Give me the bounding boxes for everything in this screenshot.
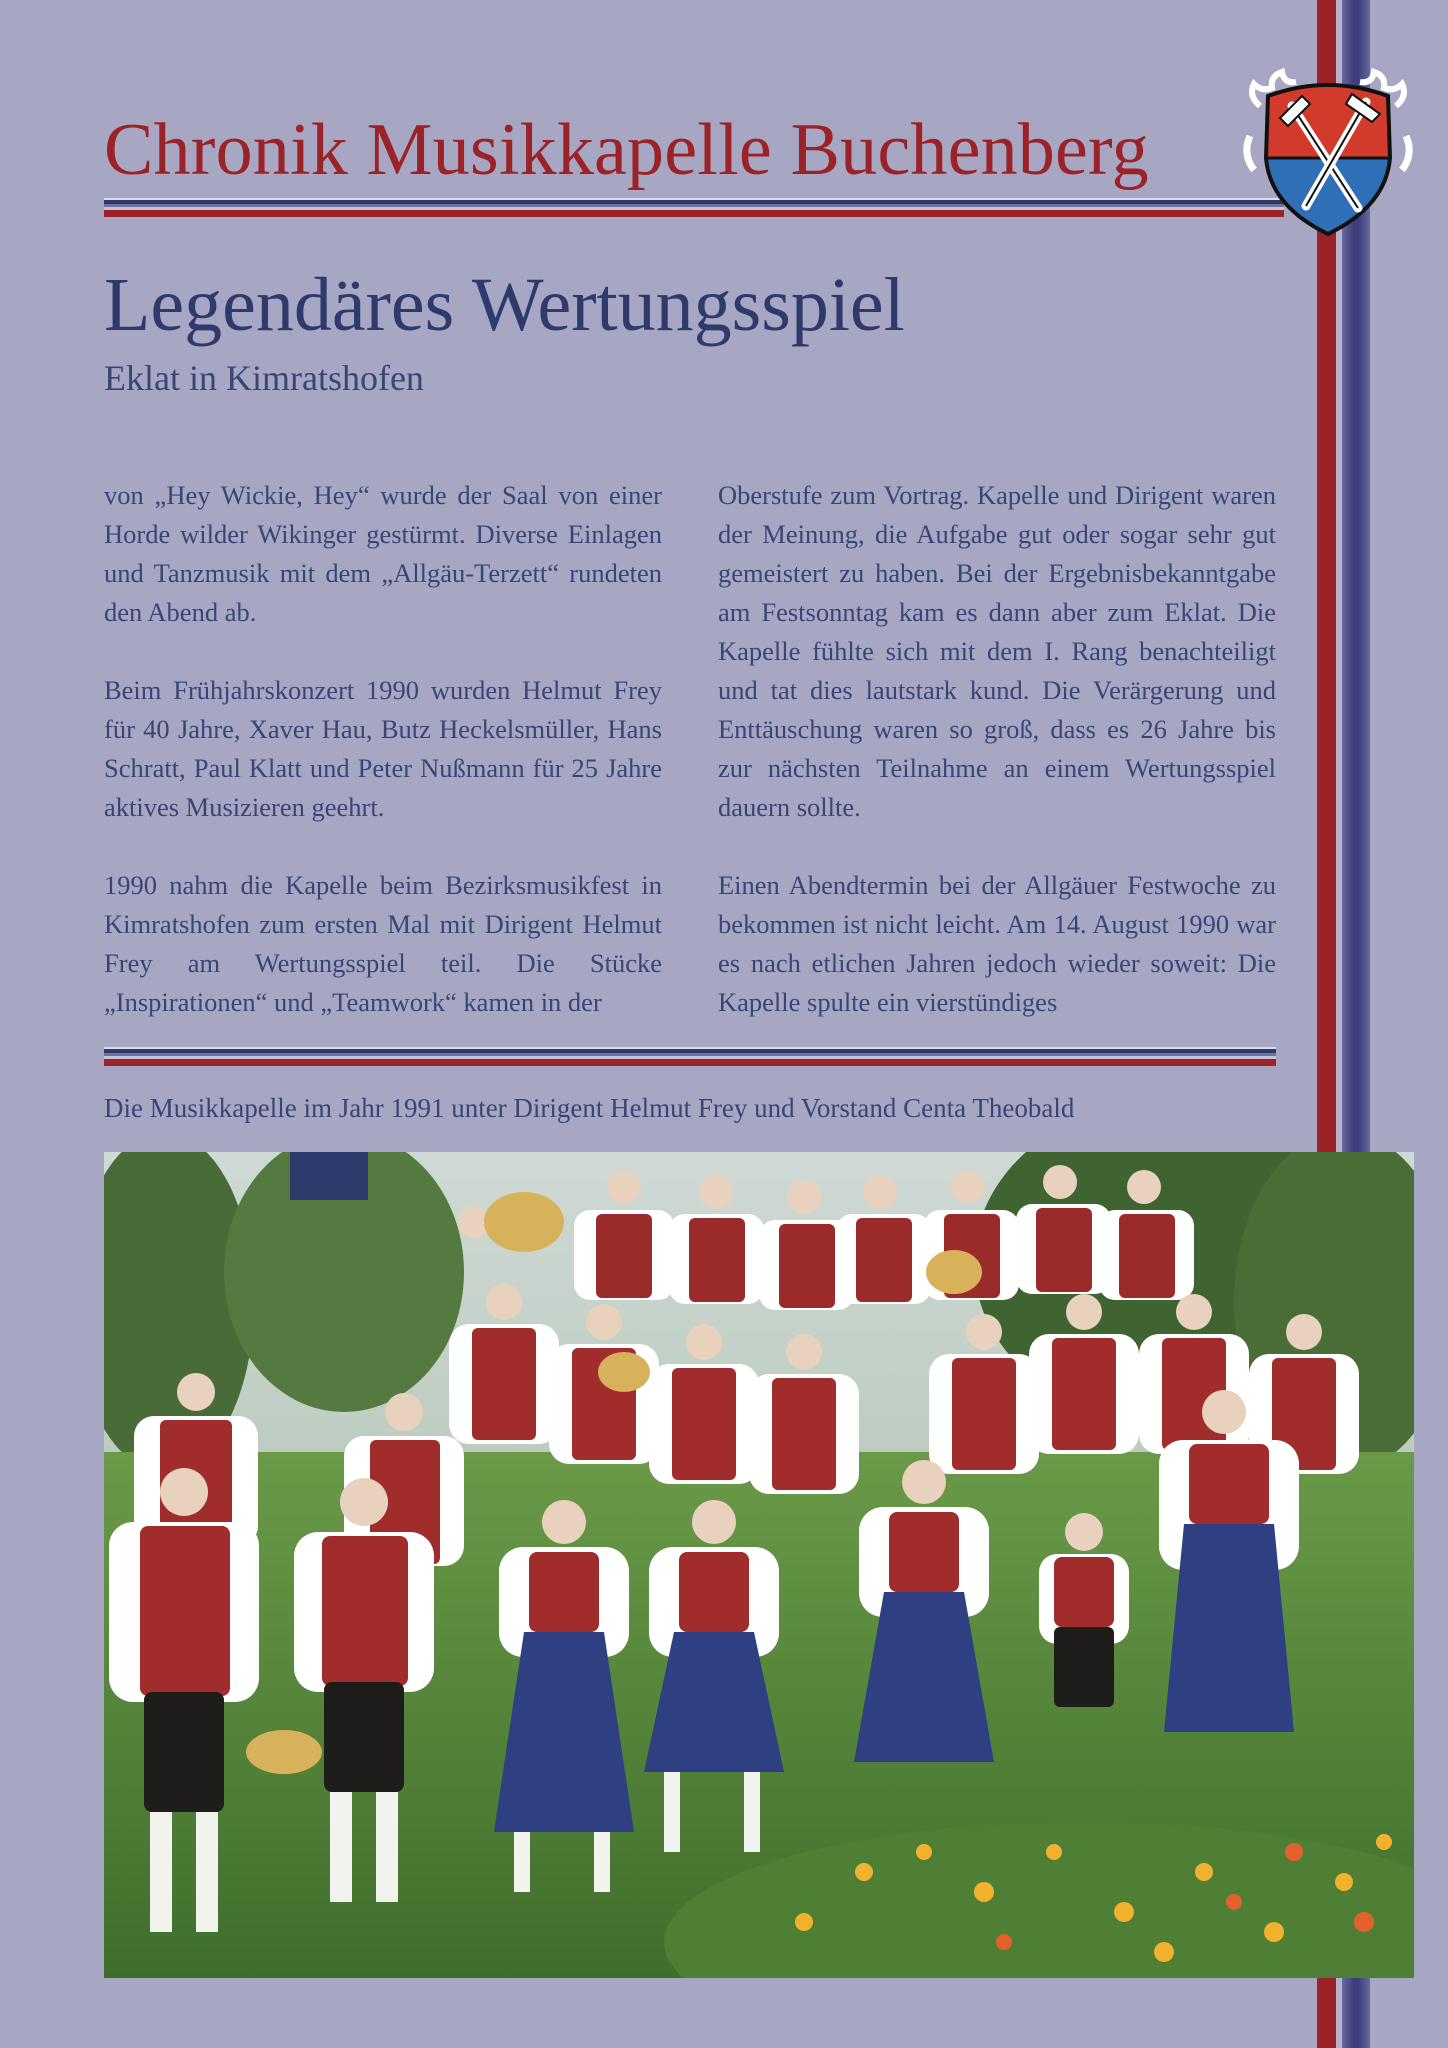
paragraph: 1990 nahm die Kapelle beim Bezirksmusikfest in Kimratshofen zum ersten Mal mit Dirigent Helmut Frey am Wertungsspiel teil. Die Stücke „Inspirationen“ und „Teamwork“ kamen in der — [104, 870, 662, 1017]
page-title: Chronik Musikkapelle Buchenberg — [104, 109, 1149, 191]
header-divider — [104, 198, 1284, 217]
article-headline: Legendäres Wertungsspiel — [104, 263, 905, 347]
paragraph: von „Hey Wickie, Hey“ wurde der Saal von einer Horde wilder Wikinger gestürmt. Diverse Einlagen und Tanzmusik mit dem „Allgäu-Terzett“ rundeten den Abend ab. — [104, 480, 662, 627]
paragraph: Beim Frühjahrskonzert 1990 wurden Helmut Frey für 40 Jahre, Xaver Hau, Butz Heckelsmüller, Hans Schratt, Paul Klatt und Peter Nußmann für 25 Jahre aktives Musizieren geehrt. — [104, 675, 662, 822]
paragraph: Oberstufe zum Vortrag. Kapelle und Dirigent waren der Meinung, die Aufgabe gut oder sogar sehr gut gemeistert zu haben. Bei der Ergebnisbekanntgabe am Festsonntag kam es dann aber zum Eklat. Die Kapelle fühlte sich mit dem I. Rang benachteiligt und tat dies lautstark kund. Die Verärgerung und Enttäuschung waren so groß, dass es 26 Jahre bis zur nächsten Teilnahme an einem Wertungsspiel dauern sollte. — [718, 480, 1276, 822]
section-divider — [104, 1047, 1276, 1066]
text-column-right — [718, 476, 1276, 1061]
article-subheadline: Eklat in Kimratshofen — [104, 358, 424, 398]
photo-caption: Die Musikkapelle im Jahr 1991 unter Dirigent Helmut Frey und Vorstand Centa Theobald — [104, 1093, 1075, 1123]
group-photo — [104, 1152, 1414, 1978]
text-column-left — [104, 476, 662, 1061]
coat-of-arms-icon — [1240, 66, 1416, 242]
paragraph: Einen Abendtermin bei der Allgäuer Festwoche zu bekommen ist nicht leicht. Am 14. August 1990 war es nach etlichen Jahren jedoch wieder soweit: Die Kapelle spulte ein vierstündiges — [718, 870, 1276, 1017]
